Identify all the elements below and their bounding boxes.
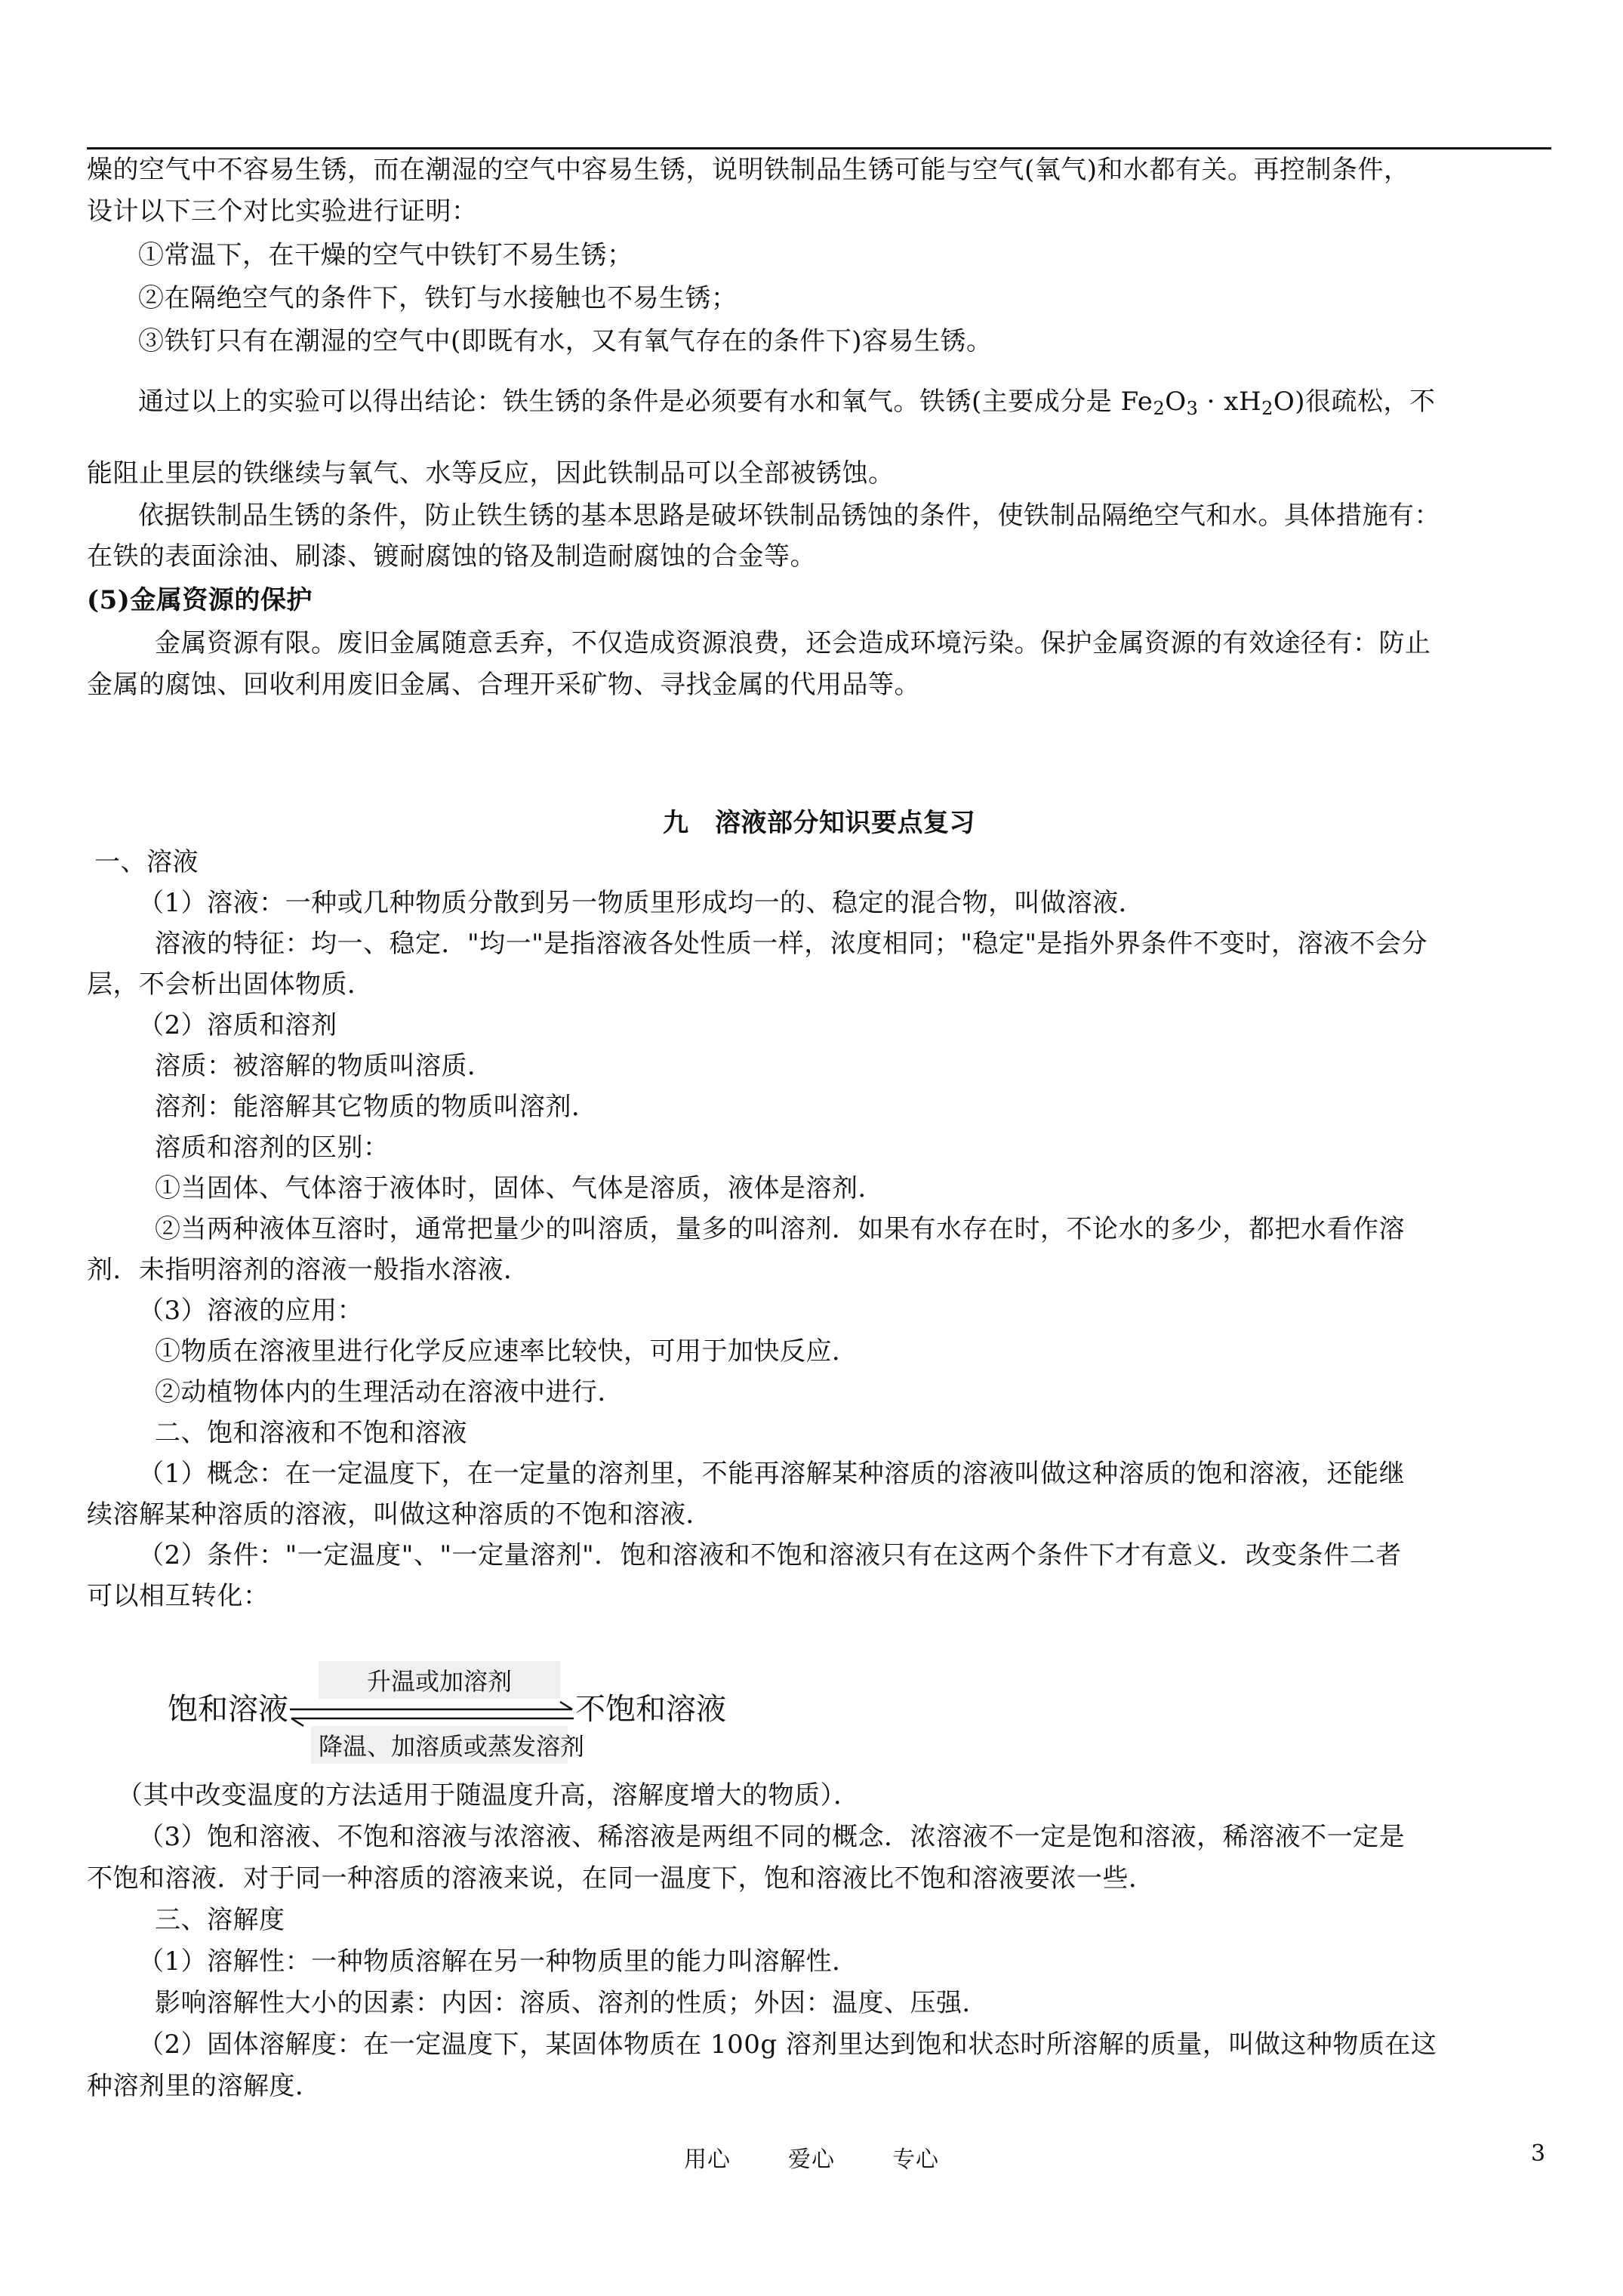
footer-word: 用心 (684, 2147, 731, 2173)
text-line: 种溶剂里的溶解度． (87, 2071, 322, 2101)
text-line: （1）溶液：一种或几种物质分散到另一物质里形成均一的、稳定的混合物，叫做溶液． (138, 888, 1145, 918)
text-line: 能阻止里层的铁继续与氧气、水等反应，因此铁制品可以全部被锈蚀。 (87, 458, 895, 488)
footer-motto (0, 2140, 1623, 2174)
formula-lead: 通过以上的实验可以得出结论：铁生锈的条件是必须要有水和氧气。铁锈(主要成分是 Fe (138, 387, 1153, 417)
text-line: 影响溶解性大小的因素：内因：溶质、溶剂的性质；外因：温度、压强． (155, 1988, 988, 2018)
list-item: ③铁钉只有在潮湿的空气中(即既有水，又有氧气存在的条件下)容易生锈。 (138, 326, 993, 356)
text-line: ②动植物体内的生理活动在溶液中进行． (155, 1377, 624, 1407)
footer-word: 专心 (892, 2147, 939, 2173)
sub: 3 (1186, 398, 1199, 419)
text-line: ②当两种液体互溶时，通常把量少的叫溶质，量多的叫溶剂．如果有水存在时，不论水的多少，都把水看作溶 (155, 1214, 1405, 1244)
conversion-diagram (168, 1661, 741, 1759)
text-line: ①物质在溶液里进行化学反应速率比较快，可用于加快反应． (155, 1336, 858, 1367)
text-line: 溶质和溶剂的区别： (155, 1133, 390, 1163)
text-line: 溶液的特征：均一、稳定．"均一"是指溶液各处性质一样，浓度相同；"稳定"是指外界条件不变时，溶液不会分 (155, 929, 1428, 959)
subsection-heading: 三、溶解度 (155, 1905, 285, 1935)
text-line: 溶剂：能溶解其它物质的物质叫溶剂． (155, 1092, 598, 1122)
header-rule (87, 147, 1551, 149)
text-line: （2）固体溶解度：在一定温度下，某固体物质在 100g 溶剂里达到饱和状态时所溶解的质量，叫做这种物质在这 (138, 2029, 1437, 2060)
sub: 2 (1261, 398, 1273, 419)
text-line: 溶质：被溶解的物质叫溶质． (155, 1051, 494, 1081)
footer-word: 爱心 (788, 2147, 835, 2173)
text-line: （1）概念：在一定温度下，在一定量的溶剂里，不能再溶解某种溶质的溶液叫做这种溶质的饱和溶液，还能继 (138, 1459, 1406, 1489)
text-line: （2）溶质和溶剂 (138, 1010, 337, 1040)
text-line-formula: 通过以上的实验可以得出结论：铁生锈的条件是必须要有水和氧气。铁锈(主要成分是 $Fe_2O_3 \cdot xH_2O$)很疏松，不 (138, 387, 1436, 419)
list-item: ①常温下，在干燥的空气中铁钉不易生锈； (138, 240, 633, 270)
text-line: 续溶解某种溶质的溶液，叫做这种溶质的不饱和溶液． (87, 1499, 712, 1530)
text-line: 设计以下三个对比实验进行证明： (87, 196, 478, 227)
unsaturated-solution-label: 不饱和溶液 (575, 1692, 726, 1727)
condition-bottom-label: 降温、加溶质或蒸发溶剂 (311, 1726, 568, 1764)
text-line: （其中改变温度的方法适用于随温度升高，溶解度增大的物质）． (117, 1780, 860, 1811)
text-line: 不饱和溶液．对于同一种溶质的溶液来说，在同一温度下，饱和溶液比不饱和溶液要浓一些． (87, 1863, 1155, 1894)
text-line: 在铁的表面涂油、刷漆、镀耐腐蚀的铬及制造耐腐蚀的合金等。 (87, 541, 816, 572)
sub: 2 (1153, 398, 1166, 419)
text-line: 金属的腐蚀、回收利用废旧金属、合理开采矿物、寻找金属的代用品等。 (87, 670, 920, 700)
condition-top-label: 升温或加溶剂 (319, 1661, 560, 1699)
text-line: 燥的空气中不容易生锈，而在潮湿的空气中容易生锈，说明铁制品生锈可能与空气(氧气)和水都有关。再控制条件， (87, 155, 1410, 185)
text-line: （2）条件："一定温度"、"一定量溶剂"．饱和溶液和不饱和溶液只有在这两个条件下才有意义．改变条件二者 (138, 1540, 1402, 1570)
subsection-heading: 一、溶液 (94, 847, 199, 877)
text-line: （3）饱和溶液、不饱和溶液与浓溶液、稀溶液是两组不同的概念．浓溶液不一定是饱和溶液，稀溶液不一定是 (138, 1822, 1406, 1852)
text-line: 剂．未指明溶剂的溶液一般指水溶液． (87, 1255, 530, 1285)
text-line: 可以相互转化： (87, 1581, 269, 1611)
text-line: ①当固体、气体溶于液体时，固体、气体是溶质，液体是溶剂． (155, 1173, 884, 1203)
chapter-title: 九 溶液部分知识要点复习 (663, 808, 975, 838)
text-line: 金属资源有限。废旧金属随意丢弃，不仅造成资源浪费，还会造成环境污染。保护金属资源的有效途径有：防止 (155, 628, 1431, 658)
section-heading: (5)金属资源的保护 (87, 585, 313, 615)
reversible-arrow-icon (288, 1699, 575, 1729)
saturated-solution-label: 饱和溶液 (168, 1692, 288, 1727)
page-number: 3 (1531, 2140, 1546, 2167)
text-line: （3）溶液的应用： (138, 1296, 364, 1326)
text-line: （1）溶解性：一种物质溶解在另一种物质里的能力叫溶解性． (138, 1946, 858, 1977)
subsection-heading: 二、饱和溶液和不饱和溶液 (155, 1418, 467, 1448)
text-line: 层，不会析出固体物质． (87, 969, 374, 1000)
text-line: 依据铁制品生锈的条件，防止铁生锈的基本思路是破坏铁制品锈蚀的条件，使铁制品隔绝空气和水。具体措施有： (138, 501, 1440, 531)
list-item: ②在隔绝空气的条件下，铁钉与水接触也不易生锈； (138, 283, 738, 313)
